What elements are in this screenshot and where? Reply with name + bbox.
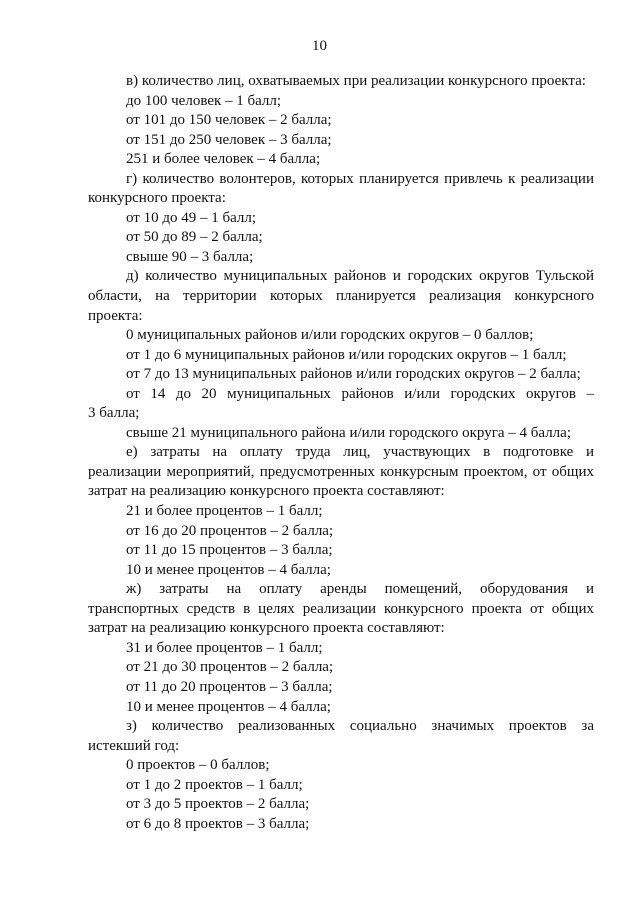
text-line: в) количество лиц, охватываемых при реализации конкурсного проекта: — [126, 73, 586, 89]
text-line: е) затраты на оплату труда лиц, участвующих в подготовке и — [126, 444, 594, 461]
text-line: области, на территории которых планируется реализация конкурсного — [88, 288, 594, 305]
text-line: от 151 до 250 человек – 3 балла; — [126, 131, 332, 148]
text-line: от 21 до 30 процентов – 2 балла; — [126, 659, 334, 676]
text-line: от 16 до 20 процентов – 2 балла; — [126, 522, 334, 539]
text-line: от 11 до 20 процентов – 3 балла; — [126, 678, 333, 695]
text-line: д) количество муниципальных районов и городских округов Тульской — [126, 268, 594, 285]
document-body — [88, 72, 594, 834]
text-line: от 14 до 20 муниципальных районов и/или городских округов – — [126, 385, 594, 402]
text-line: затрат на реализацию конкурсного проекта составляют: — [88, 620, 445, 637]
text-line: затрат на реализацию конкурсного проекта составляют: — [88, 483, 445, 500]
text-line: от 6 до 8 проектов – 3 балла; — [126, 815, 310, 832]
text-line: 3 балла; — [88, 405, 140, 422]
text-line: 251 и более человек – 4 балла; — [126, 151, 321, 168]
text-line: от 50 до 89 – 2 балла; — [126, 229, 263, 246]
text-line: г) количество волонтеров, которых планируется привлечь к реализации — [126, 170, 594, 187]
text-line: от 1 до 2 проектов – 1 балл; — [126, 776, 303, 793]
text-line: 21 и более процентов – 1 балл; — [126, 503, 323, 520]
text-line: истекший год: — [88, 737, 180, 754]
text-line: до 100 человек – 1 балл; — [126, 92, 282, 109]
text-line: свыше 21 муниципального района и/или городского округа – 4 балла; — [126, 424, 571, 441]
text-line: от 3 до 5 проектов – 2 балла; — [126, 796, 310, 813]
text-line: от 11 до 15 процентов – 3 балла; — [126, 542, 333, 559]
text-line: от 1 до 6 муниципальных районов и/или городских округов – 1 балл; — [126, 346, 567, 363]
text-line: 0 муниципальных районов и/или городских округов – 0 баллов; — [126, 327, 534, 344]
page-number: 10 — [312, 38, 327, 54]
text-line: от 101 до 150 человек – 2 балла; — [126, 112, 332, 129]
text-line: конкурсного проекта: — [88, 190, 226, 207]
text-line: от 10 до 49 – 1 балл; — [126, 209, 257, 226]
text-line: з) количество реализованных социально значимых проектов за — [126, 718, 594, 735]
text-line: 10 и менее процентов – 4 балла; — [126, 561, 331, 578]
text-line: проекта: — [88, 307, 143, 324]
text-line: свыше 90 – 3 балла; — [126, 248, 254, 265]
text-line: транспортных средств в целях реализации конкурсного проекта от общих — [88, 600, 594, 617]
text-line: ж) затраты на оплату аренды помещений, оборудования и — [126, 581, 594, 598]
text-line: 0 проектов – 0 баллов; — [126, 757, 270, 774]
text-line: реализации мероприятий, предусмотренных конкурсным проектом, от общих — [88, 463, 594, 480]
text-line: 10 и менее процентов – 4 балла; — [126, 698, 331, 715]
text-line: от 7 до 13 муниципальных районов и/или городских округов – 2 балла; — [126, 366, 581, 383]
text-line: 31 и более процентов – 1 балл; — [126, 639, 323, 656]
